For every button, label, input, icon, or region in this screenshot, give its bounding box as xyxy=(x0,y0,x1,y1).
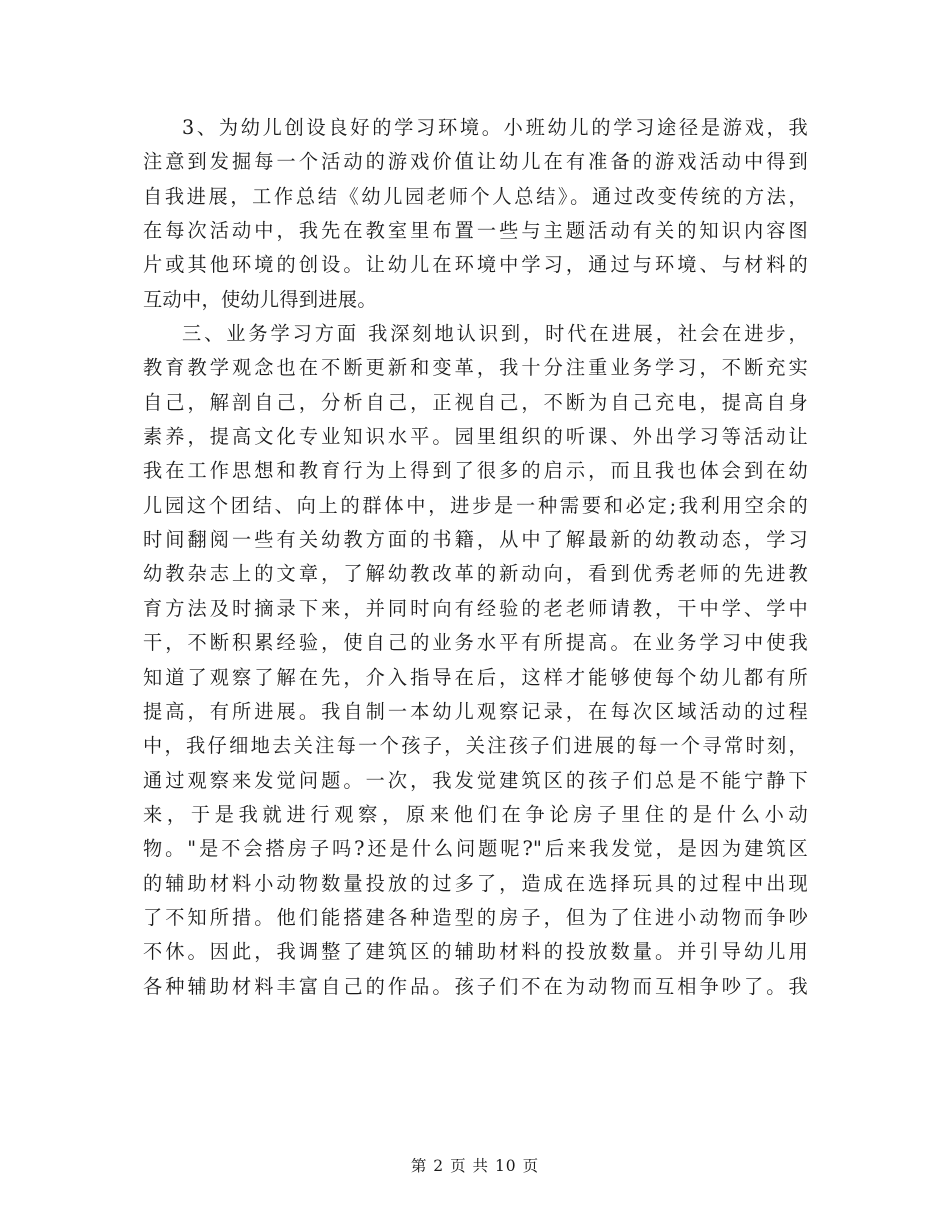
paragraph-line: 育方法及时摘录下来，并同时向有经验的老老师请教，干中学、学中 xyxy=(143,596,808,620)
paragraph-line: 了不知所措。他们能搭建各种造型的房子，但为了住进小动物而争吵 xyxy=(143,905,808,929)
paragraph-line: 片或其他环境的创设。让幼儿在环境中学习，通过与环境、与材料的 xyxy=(143,253,808,277)
paragraph-line: 的辅助材料小动物数量投放的过多了，造成在选择玩具的过程中出现 xyxy=(143,871,808,895)
paragraph-line: 注意到发掘每一个活动的游戏价值让幼儿在有准备的游戏活动中得到 xyxy=(143,150,808,174)
paragraph-line: 时间翻阅一些有关幼教方面的书籍，从中了解最新的幼教动态，学习 xyxy=(143,528,808,552)
paragraph-line: 自我进展，工作总结《幼儿园老师个人总结》。通过改变传统的方法， xyxy=(143,184,808,208)
paragraph-line: 3、为幼儿创设良好的学习环境。小班幼儿的学习途径是游戏，我 xyxy=(182,116,808,139)
paragraph-line: 提高，有所进展。我自制一本幼儿观察记录，在每次区域活动的过程 xyxy=(143,699,808,723)
page-number-footer: 第 2 页 共 10 页 xyxy=(410,1157,540,1175)
paragraph-line: 知道了观察了解在先，介入指导在后，这样才能够使每个幼儿都有所 xyxy=(143,665,808,689)
paragraph-line: 自己，解剖自己，分析自己，正视自己，不断为自己充电，提高自身 xyxy=(143,390,808,414)
paragraph-line: 干，不断积累经验，使自己的业务水平有所提高。在业务学习中使我 xyxy=(143,631,808,655)
paragraph-line: 来，于是我就进行观察，原来他们在争论房子里住的是什么小动 xyxy=(143,802,808,826)
paragraph-line: 互动中，使幼儿得到进展。 xyxy=(143,287,377,311)
paragraph-line: 三、业务学习方面 我深刻地认识到，时代在进展，社会在进步， xyxy=(182,322,808,346)
paragraph-line: 中，我仔细地去关注每一个孩子，关注孩子们进展的每一个寻常时刻， xyxy=(143,734,808,758)
body-text xyxy=(143,111,808,1004)
paragraph-line: 物。"是不会搭房子吗?还是什么问题呢?"后来我发觉，是因为建筑区 xyxy=(143,837,808,861)
paragraph-line: 在每次活动中，我先在教室里布置一些与主题活动有关的知识内容图 xyxy=(143,219,808,243)
paragraph-line: 我在工作思想和教育行为上得到了很多的启示，而且我也体会到在幼 xyxy=(143,459,808,483)
paragraph-line: 幼教杂志上的文章，了解幼教改革的新动向，看到优秀老师的先进教 xyxy=(143,562,808,586)
paragraph-line: 素养，提高文化专业知识水平。园里组织的听课、外出学习等活动让 xyxy=(143,425,808,449)
paragraph-line: 各种辅助材料丰富自己的作品。孩子们不在为动物而互相争吵了。我 xyxy=(143,974,808,998)
paragraph-line: 通过观察来发觉问题。一次，我发觉建筑区的孩子们总是不能宁静下 xyxy=(143,768,808,792)
paragraph-line: 儿园这个团结、向上的群体中，进步是一种需要和必定;我利用空余的 xyxy=(143,493,808,517)
paragraph-line: 教育教学观念也在不断更新和变革，我十分注重业务学习，不断充实 xyxy=(143,356,808,380)
paragraph-line: 不休。因此，我调整了建筑区的辅助材料的投放数量。并引导幼儿用 xyxy=(143,940,808,964)
